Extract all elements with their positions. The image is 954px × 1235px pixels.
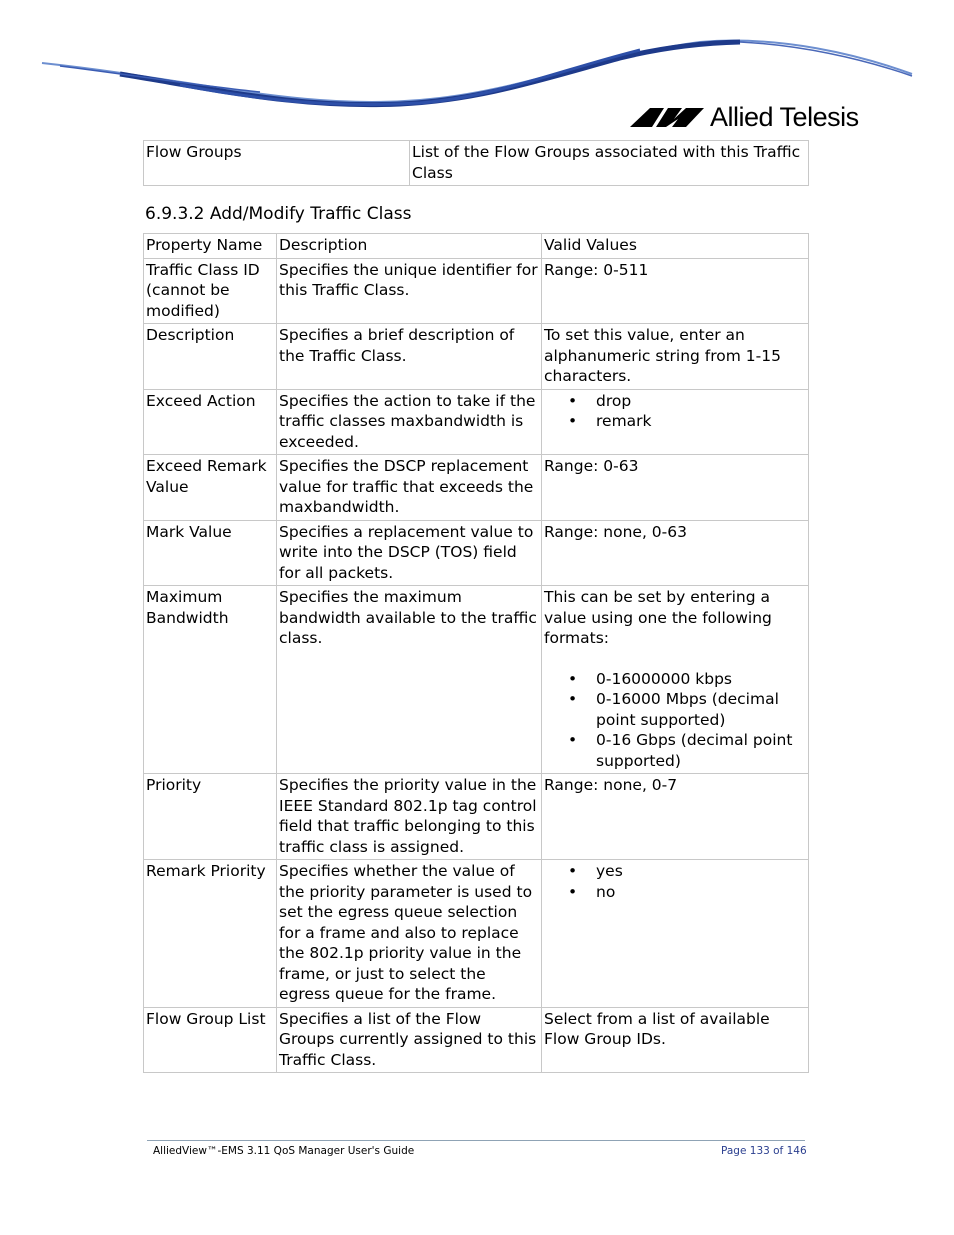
valid-values-cell bbox=[542, 860, 809, 1008]
description-cell: Specifies a replacement value to write into the DSCP (TOS) field for all packets. bbox=[277, 520, 542, 586]
valid-values-cell: Range: 0-63 bbox=[542, 455, 809, 521]
property-name-cell: Remark Priority bbox=[144, 860, 277, 1008]
property-name-cell: Exceed Action bbox=[144, 389, 277, 455]
property-name-cell: Maximum Bandwidth bbox=[144, 586, 277, 774]
valid-values-cell: Range: 0-511 bbox=[542, 258, 809, 324]
valid-values-cell: To set this value, enter an alphanumeric string from 1-15 characters. bbox=[542, 324, 809, 390]
table-row bbox=[144, 141, 809, 186]
property-name-cell: Flow Groups bbox=[144, 141, 410, 186]
traffic-class-properties-table bbox=[143, 233, 809, 1073]
list-item: • 0-16000000 kbps bbox=[596, 669, 807, 690]
valid-values-list bbox=[544, 669, 807, 772]
valid-values-cell: Range: none, 0-63 bbox=[542, 520, 809, 586]
description-cell: Specifies whether the value of the priority parameter is used to set the egress queue selection for a frame and also to replace the 802.1p priority value in the frame, or just to select the egress queue for the frame. bbox=[277, 860, 542, 1008]
property-name-cell: Exceed Remark Value bbox=[144, 455, 277, 521]
description-cell: Specifies the priority value in the IEEE Standard 802.1p tag control field that traffic belonging to this traffic class is assigned. bbox=[277, 774, 542, 860]
description-cell: Specifies the unique identifier for this Traffic Class. bbox=[277, 258, 542, 324]
list-item: • 0-16 Gbps (decimal point supported) bbox=[596, 730, 807, 771]
valid-values-cell: Range: none, 0-7 bbox=[542, 774, 809, 860]
valid-values-intro: This can be set by entering a value using one the following formats: bbox=[544, 588, 772, 647]
table-row bbox=[144, 258, 809, 324]
list-item: • 0-16000 Mbps (decimal point supported) bbox=[596, 689, 807, 730]
table-row bbox=[144, 860, 809, 1008]
table-row bbox=[144, 1007, 809, 1073]
valid-values-list bbox=[544, 391, 807, 432]
flow-groups-table bbox=[143, 140, 809, 186]
table-header-row bbox=[144, 234, 809, 259]
property-name-cell: Mark Value bbox=[144, 520, 277, 586]
table-row bbox=[144, 455, 809, 521]
description-cell: Specifies a brief description of the Traffic Class. bbox=[277, 324, 542, 390]
valid-values-list bbox=[544, 861, 807, 902]
header-property-name: Property Name bbox=[144, 234, 277, 259]
footer-divider bbox=[147, 1140, 805, 1141]
description-cell: Specifies the DSCP replacement value for traffic that exceeds the maxbandwidth. bbox=[277, 455, 542, 521]
brand-name: Allied Telesis bbox=[710, 102, 859, 132]
description-cell: Specifies a list of the Flow Groups currently assigned to this Traffic Class. bbox=[277, 1007, 542, 1073]
property-name-cell: Priority bbox=[144, 774, 277, 860]
table-row bbox=[144, 520, 809, 586]
table-row bbox=[144, 774, 809, 860]
valid-values-cell: Select from a list of available Flow Group IDs. bbox=[542, 1007, 809, 1073]
table-row bbox=[144, 389, 809, 455]
property-name-cell: Description bbox=[144, 324, 277, 390]
list-item: • drop bbox=[596, 391, 807, 412]
table-row bbox=[144, 324, 809, 390]
list-item: • yes bbox=[596, 861, 807, 882]
description-cell: Specifies the maximum bandwidth available to the traffic class. bbox=[277, 586, 542, 774]
footer-page-number: Page 133 of 146 bbox=[721, 1145, 807, 1157]
valid-values-cell bbox=[542, 586, 809, 774]
list-item: • remark bbox=[596, 411, 807, 432]
footer-document-title: AlliedView™-EMS 3.11 QoS Manager User's Guide bbox=[153, 1145, 415, 1157]
table-row bbox=[144, 586, 809, 774]
description-cell: Specifies the action to take if the traffic classes maxbandwidth is exceeded. bbox=[277, 389, 542, 455]
list-item: • no bbox=[596, 882, 807, 903]
property-name-cell: Flow Group List bbox=[144, 1007, 277, 1073]
header-description: Description bbox=[277, 234, 542, 259]
section-heading: 6.9.3.2 Add/Modify Traffic Class bbox=[145, 204, 412, 224]
description-cell: List of the Flow Groups associated with this Traffic Class bbox=[410, 141, 809, 186]
header-valid-values: Valid Values bbox=[542, 234, 809, 259]
property-name-cell: Traffic Class ID (cannot be modified) bbox=[144, 258, 277, 324]
valid-values-cell bbox=[542, 389, 809, 455]
